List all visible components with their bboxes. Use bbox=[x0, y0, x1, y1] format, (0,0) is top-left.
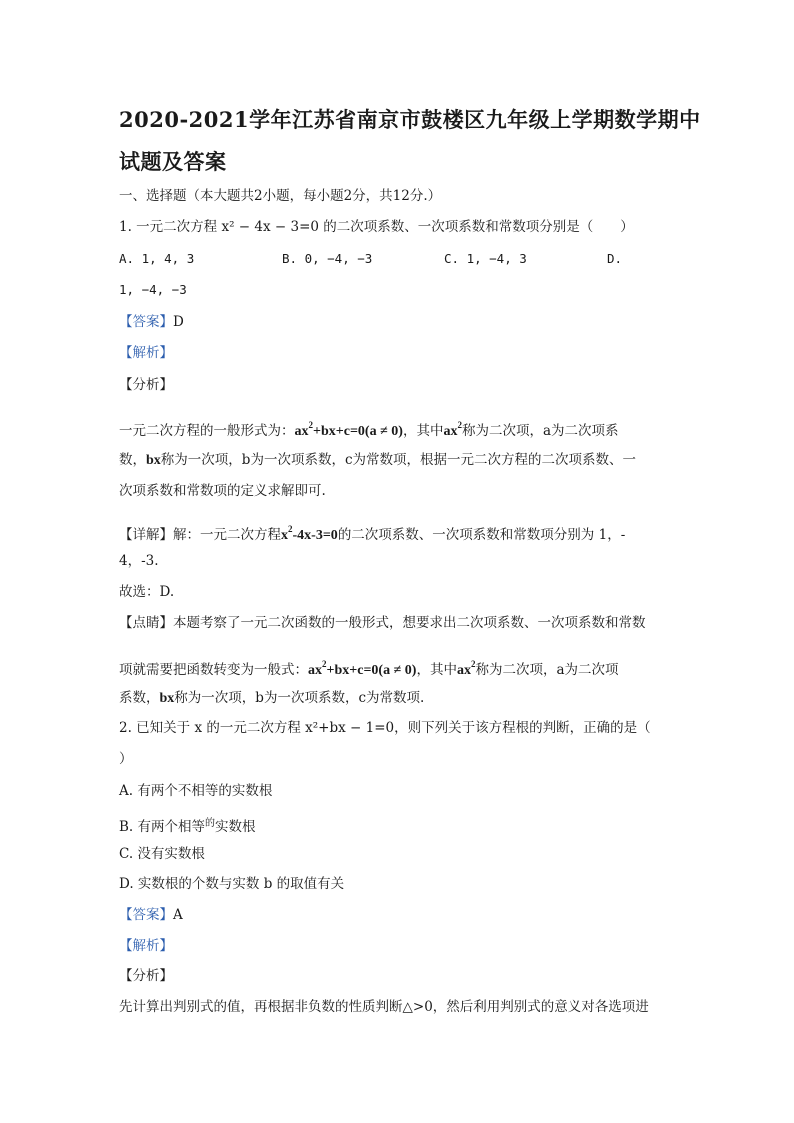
formula-ax2: $ax^2$ bbox=[443, 420, 462, 439]
formula-ax2: $ax^2$ bbox=[456, 659, 476, 678]
formula-equation: $x^2-4x-3=0$ bbox=[281, 524, 338, 543]
q2-stem-line2: ） bbox=[119, 751, 133, 767]
q1-dianjing-line3 bbox=[119, 689, 424, 708]
q2-answer-line bbox=[119, 906, 183, 924]
text: 称为二次项，a为二次项系 bbox=[461, 423, 619, 439]
q1-fenxi-tag: 【分析】 bbox=[119, 377, 173, 393]
q2-stem-line1: 2. 已知关于 x 的一元二次方程 x²+bx − 1=0，则下列关于该方程根的判断，正确的是（ bbox=[119, 720, 651, 736]
q2-fenxi-tag: 【分析】 bbox=[119, 968, 173, 984]
text: 的 bbox=[205, 818, 216, 829]
q1-answer: D bbox=[173, 314, 184, 330]
document-title-line2: 试题及答案 bbox=[119, 149, 227, 174]
q2-option-b bbox=[119, 815, 256, 836]
q1-xiangjie-line2: 4，-3. bbox=[119, 553, 159, 569]
q1-xiangjie-line1 bbox=[119, 520, 625, 545]
q2-answer: A bbox=[173, 907, 183, 923]
q1-answer-line bbox=[119, 313, 184, 331]
q1-option-a: A. 1, 4, 3 bbox=[119, 251, 195, 266]
text: 称为二次项，a为二次项 bbox=[475, 662, 619, 678]
answer-tag: 【答案】 bbox=[119, 314, 173, 330]
text: 实数根 bbox=[215, 819, 256, 835]
formula-general-form: $ax^2+bx+c=0(a \ne 0)$ bbox=[294, 420, 403, 439]
q1-fenxi-line2 bbox=[119, 451, 636, 470]
q1-option-b: B. 0, −4, −3 bbox=[282, 251, 373, 266]
q1-dianjing-line1 bbox=[119, 614, 646, 632]
xiangjie-tag: 【详解】 bbox=[119, 527, 173, 543]
q1-dianjing-line2 bbox=[119, 655, 619, 680]
text: ，其中 bbox=[416, 662, 457, 678]
q1-option-d-value: 1, −4, −3 bbox=[119, 282, 187, 297]
q2-option-d: D. 实数根的个数与实数 b 的取值有关 bbox=[119, 876, 345, 892]
document-title-line1: 2020-2021学年江苏省南京市鼓楼区九年级上学期数学期中 bbox=[119, 107, 701, 132]
q1-fenxi-line3: 次项系数和常数项的定义求解即可. bbox=[119, 483, 326, 499]
q1-choose: 故选：D. bbox=[119, 584, 175, 600]
q2-jiexi-tag: 【解析】 bbox=[119, 938, 173, 954]
text: B. 有两个相等 bbox=[119, 819, 206, 835]
q1-option-d-label: D. bbox=[607, 251, 623, 266]
text: 本题考察了一元二次函数的一般形式，想要求出二次项系数、一次项系数和常数 bbox=[173, 615, 646, 631]
text: 数， bbox=[119, 452, 146, 468]
q1-fenxi-line1 bbox=[119, 416, 619, 441]
formula-bx: bx bbox=[159, 691, 175, 706]
text: 系数， bbox=[119, 690, 160, 706]
q2-fenxi-line1: 先计算出判别式的值，再根据非负数的性质判断△>0，然后利用判别式的意义对各选项进 bbox=[119, 999, 649, 1015]
q1-jiexi-tag: 【解析】 bbox=[119, 345, 173, 361]
text: 称为一次项，b为一次项系数，c为常数项. bbox=[174, 690, 425, 706]
q2-option-c: C. 没有实数根 bbox=[119, 846, 205, 862]
text: ，其中 bbox=[402, 423, 444, 439]
text: 一元二次方程的一般形式为： bbox=[119, 423, 295, 439]
dianjing-tag: 【点睛】 bbox=[119, 615, 173, 631]
formula-general-form: $ax^2+bx+c=0(a \ne 0)$ bbox=[308, 659, 417, 678]
q1-stem: 1. 一元二次方程 x² − 4x − 3=0 的二次项系数、一次项系数和常数项分别是（ ） bbox=[119, 219, 634, 235]
q2-option-a: A. 有两个不相等的实数根 bbox=[119, 783, 273, 799]
text: 称为一次项，b为一次项系数，c为常数项，根据一元二次方程的二次项系数、一 bbox=[160, 452, 636, 468]
text: 解：一元二次方程 bbox=[173, 527, 281, 543]
text: 项就需要把函数转变为一般式： bbox=[119, 662, 308, 678]
q1-option-c: C. 1, −4, 3 bbox=[444, 251, 527, 266]
answer-tag: 【答案】 bbox=[119, 907, 173, 923]
section-heading: 一、选择题（本大题共2小题，每小题2分，共12分.） bbox=[119, 188, 442, 204]
formula-bx: bx bbox=[146, 453, 161, 468]
text: 的二次项系数、一次项系数和常数项分别为 1，- bbox=[337, 527, 626, 543]
